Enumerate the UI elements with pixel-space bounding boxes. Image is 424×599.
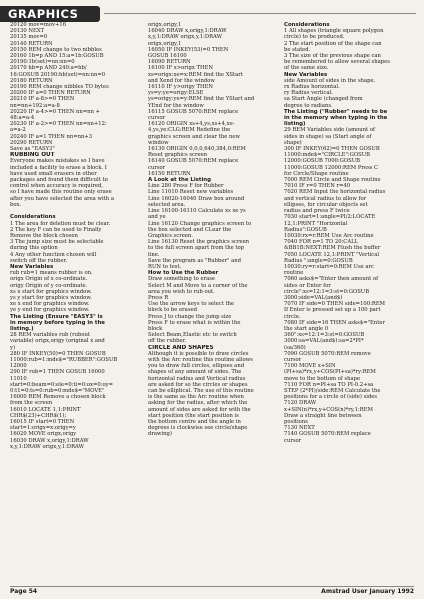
text-line: start=0:beam=0:ele=0:ti=0:ox=0:oy= bbox=[10, 381, 113, 388]
text-line: 16100 IF x>origx THEN bbox=[148, 65, 213, 72]
text-line: 16010 LOCATE 1,1:PRINT bbox=[10, 406, 81, 413]
text-line: Select M and Move to a corner of the bbox=[148, 282, 248, 289]
column-right bbox=[284, 22, 414, 584]
text-line: Graphics screen. bbox=[148, 232, 193, 239]
text-line: 28 REM variables rub (rubout bbox=[10, 332, 90, 339]
text-line: you to draw full circles, ellipses and bbox=[148, 363, 245, 370]
text-line: 7130 NEXT bbox=[284, 425, 315, 432]
text-line: 20190:1b(set)=nn:nn=0 bbox=[10, 59, 75, 66]
text-line: Press R bbox=[148, 294, 169, 301]
text-line: origx,origy,1 bbox=[148, 22, 182, 28]
text-line: 20150 REM change to two nibbles bbox=[10, 46, 102, 53]
text-line: sides in shape) sa (Start angle of bbox=[284, 133, 372, 140]
subheading: RUBBING OUT bbox=[10, 152, 55, 159]
text-line: xs x start for graphics window. bbox=[10, 288, 92, 295]
text-line: Select Beam,Elastic etc to switch bbox=[148, 332, 237, 339]
magazine-issue: Amstrad User January 1992 bbox=[321, 588, 414, 595]
text-line: be stated. bbox=[284, 46, 311, 53]
text-line: 20140 RETURN bbox=[10, 40, 53, 47]
text-line: 7040 FOR n=1 TO 20:CALL bbox=[284, 239, 359, 246]
text-line: circle":xs=12:1=3:st=0:GOSUB bbox=[284, 288, 370, 295]
column-middle bbox=[148, 22, 276, 584]
text-line: block bbox=[148, 325, 163, 332]
text-line: 10030:ry=r:start=0:REM Use arc bbox=[284, 263, 374, 270]
text-line: positions bbox=[284, 419, 308, 425]
text-line: Use the arrow keys to select the bbox=[148, 301, 235, 308]
text-line: and vertical radius to allow for bbox=[284, 195, 367, 202]
subheading: in the memory when typing in the bbox=[284, 115, 388, 122]
text-line: included a facility to erase a block. I bbox=[10, 164, 107, 171]
text-line: 7010 IF r=0 THEN r=40 bbox=[284, 183, 351, 190]
text-line: ry Radius vertical. bbox=[284, 90, 333, 97]
text-line: side Amount of sides in the shape. bbox=[284, 77, 376, 84]
text-line: 20200 IF a=0 THEN RETURN bbox=[10, 90, 91, 97]
text-line: 360":xs=12:1=3:st=0:GOSUB bbox=[284, 332, 365, 339]
text-line: 16115 GOSUB 5070:REM replace bbox=[148, 108, 239, 115]
text-line: degrees is clockwise see circle/shape bbox=[148, 425, 248, 432]
text-line: ellipses, for circular objects set bbox=[284, 201, 368, 208]
text-line: circle) to be produced. bbox=[284, 34, 345, 41]
text-line: Radius":GOSUB bbox=[284, 226, 327, 233]
text-line: can be elliptical. The use of this routine bbox=[148, 387, 254, 394]
text-line: Press J to change the jump size bbox=[148, 313, 232, 320]
text-line: ys=origy:ye=y:REM find the YStart and bbox=[148, 96, 255, 103]
subheading: in memory before typing in the bbox=[10, 319, 105, 326]
text-line: 20190 REM change nibbles TO bytes bbox=[10, 84, 109, 91]
text-line: 16150 RETURN bbox=[148, 170, 191, 177]
text-line: start=1:origx=x:origy=y bbox=[10, 425, 76, 432]
text-line: shapes of any amount of sides. The bbox=[148, 369, 242, 376]
subheading: listing.) bbox=[10, 325, 34, 332]
text-line: drawing) bbox=[148, 431, 172, 438]
text-line: Line 16100-16110 Calculate xs xe ys bbox=[148, 208, 246, 215]
text-line: selected area. bbox=[148, 201, 186, 208]
text-line: 0:t1=0:ts=0:rub=0:mde$="MOVE" bbox=[10, 387, 105, 394]
text-line: cursor bbox=[284, 437, 302, 444]
text-line: 7100 MOVE x+SIN bbox=[284, 363, 336, 370]
text-line: 16040 DRAW x,origy,1:DRAW bbox=[148, 28, 227, 35]
text-line: control when accuracy is required, bbox=[10, 183, 103, 190]
subheading: The Listing ("Rubber" needs to be bbox=[284, 108, 388, 115]
text-line: rub rub=1 means rubber is on. bbox=[10, 270, 93, 277]
text-line: 12000:GOSUB 7000:GOSUB bbox=[284, 158, 361, 165]
text-line: YEnd for the window bbox=[148, 102, 204, 109]
text-line: 4,ys,ye:CLG:REM Redefine the bbox=[148, 127, 231, 134]
text-line: and ye bbox=[148, 214, 166, 221]
text-line: 2 The key F can be used to Finally bbox=[10, 226, 102, 233]
text-line: 11000:GOSUB 12000:REM Press C bbox=[284, 164, 379, 171]
footer-rule bbox=[10, 586, 414, 587]
text-line: 11000:rub=1:mde$="RUBBER":GOSUB bbox=[10, 356, 118, 363]
text-line: x+SIN(n)*rx,y+COS(n)*ry,1:REM bbox=[284, 406, 373, 413]
text-line: 280 IF INKEY(50)=0 THEN GOSUB bbox=[10, 350, 106, 357]
text-line: If Enter is pressed set up a 100 part bbox=[284, 307, 381, 314]
text-line: (sa/360) bbox=[284, 344, 306, 351]
text-line: for Circle/Shape routine bbox=[284, 170, 349, 177]
subheading: How to Use the Rubber bbox=[148, 270, 219, 277]
text-line: xs=origx:xe=x:REM find the XStart bbox=[148, 71, 243, 78]
text-line: 3000:side=VAL(and$) bbox=[284, 294, 343, 301]
subheading: New Variables bbox=[284, 71, 328, 78]
text-line: 10030:rx=r:REM Use Arc routine bbox=[284, 232, 374, 239]
text-line: move to the bottom of shape bbox=[284, 375, 361, 382]
text-line: Line 280 Press F for Rubber bbox=[148, 183, 224, 190]
text-line: area you wish to rub out. bbox=[148, 288, 215, 295]
text-line: 300 IF INKEY(62)=0 THEN GOSUB bbox=[284, 146, 380, 153]
text-line: 20130 NEXT bbox=[10, 28, 45, 35]
text-line: 3 The size of the previous shape can bbox=[284, 53, 381, 60]
text-line: the box selected and CLear the bbox=[148, 226, 232, 233]
text-line: degree to radians. bbox=[284, 102, 333, 109]
text-line: so I have made this routine only erase bbox=[10, 189, 112, 196]
subheading: Considerations bbox=[10, 214, 56, 221]
text-line: 7080 IF side=16 THEN asks$="Enter bbox=[284, 319, 385, 326]
text-line: with the Arc routine this routine allows bbox=[148, 356, 253, 363]
text-line: sa Start Angle (changed from bbox=[284, 96, 363, 103]
text-line: 4 Any other function chosen will bbox=[10, 251, 97, 258]
text-line: y) bbox=[10, 344, 16, 351]
text-line: shape) bbox=[284, 139, 302, 146]
text-line: CHR$(23)+CHR$(1); bbox=[10, 412, 67, 419]
text-line: Remove the block chosen bbox=[10, 232, 78, 239]
text-line: Line 16020-16040 Draw box around bbox=[148, 195, 245, 202]
text-line: ye y end for graphics window. bbox=[10, 307, 90, 314]
text-line: block to be erased bbox=[148, 307, 197, 314]
text-line: during this option bbox=[10, 245, 58, 252]
text-line: ys=y:ye=origy:ELSE bbox=[148, 90, 204, 97]
text-line: 7030 start=1:angle=PI/2:LOCATE bbox=[284, 214, 376, 221]
text-line: Radius ":angle=0:GOSUB bbox=[284, 257, 353, 264]
text-line: 16020 MOVE origx,origy bbox=[10, 431, 77, 438]
text-line: cursor bbox=[284, 356, 302, 363]
text-line: 20210 IF a-8>=0 THEN bbox=[10, 96, 75, 103]
text-line: 20160 1b=p AND 15:a=1b:GOSUB bbox=[10, 53, 104, 60]
text-line: origx Origin of x co-ordinate. bbox=[10, 276, 88, 283]
text-line: 3000:sa=VAL(and$):sa=2*PI* bbox=[284, 338, 364, 345]
text-line: Everyone makes mistakes so I have bbox=[10, 158, 105, 165]
text-line: 20240 IF a=1 THEN nn=nn+3 bbox=[10, 133, 93, 140]
text-line: radius and press F twice bbox=[284, 208, 350, 215]
subheading: listing) bbox=[284, 121, 306, 128]
text-line: 48:a=a-4 bbox=[10, 115, 35, 122]
text-line: the bottom centre and the angle in bbox=[148, 419, 241, 425]
subheading: CIRCLE AND SHAPES bbox=[148, 344, 214, 351]
text-line: 20135 mov=0 bbox=[10, 34, 48, 41]
text-line: 16015 IF start=0 THEN bbox=[10, 419, 75, 425]
text-line: a=a-2 bbox=[10, 127, 26, 134]
text-line: 7060 asks$="Enter then amount of bbox=[284, 276, 379, 283]
text-line: Save as "EASY3" bbox=[10, 146, 55, 153]
text-line: cursor bbox=[148, 115, 166, 122]
text-line: Reset graphics screen bbox=[148, 152, 208, 159]
text-line: positions for a circle of (side) sides bbox=[284, 394, 378, 401]
text-line: 1 The area for deletion must be clear. bbox=[10, 220, 111, 227]
text-line: of the same size. bbox=[284, 65, 329, 72]
text-line: 16050 IF INKEY(53)=0 THEN bbox=[148, 46, 229, 53]
subheading: Considerations bbox=[284, 22, 330, 28]
text-line: 1 All shapes (triangle square polygon bbox=[284, 28, 384, 35]
text-line: (PI+sa)*rx,y+COS(PI+sa)*ry:REM bbox=[284, 369, 376, 376]
text-line: window bbox=[148, 139, 169, 146]
text-line: horizontal radius and Vertical radius bbox=[148, 375, 246, 382]
subheading: A Look at the Listing bbox=[148, 177, 212, 184]
text-line: 16000 REM Remove a chosen block bbox=[10, 394, 106, 401]
text-line: 20120 mov=mov+16 bbox=[10, 22, 67, 28]
text-line: 7140 GOSUB 5070:REM replace bbox=[284, 431, 371, 438]
text-line: and Xend for the window bbox=[148, 77, 215, 84]
text-line: graphics screen and clear the new bbox=[148, 133, 240, 140]
text-line: 11010 bbox=[10, 375, 27, 382]
text-line: be remembered to allow several shapes bbox=[284, 59, 390, 66]
text-line: to the full screen apart from the top bbox=[148, 245, 245, 252]
text-line: 11000:mde$="CIRCLE":GOSUB bbox=[284, 152, 371, 159]
text-line: Draw something to erase bbox=[148, 276, 216, 283]
text-line: origx,origy,1 bbox=[148, 40, 182, 47]
text-line: nn=nn+192:a=a-8 bbox=[10, 102, 60, 109]
text-line: 7110 FOR n=PI+sa TO PI-0.2+sa bbox=[284, 381, 374, 388]
text-line: 7070 IF side=0 THEN side=100:REM bbox=[284, 301, 386, 308]
text-line: rx Radius horizontal. bbox=[284, 84, 340, 91]
text-line: 20170 hb=p AND 240:a=hb/ bbox=[10, 65, 87, 72]
text-line: xe x end for graphics window. bbox=[10, 301, 90, 308]
text-line: x,y,1:DRAW origx,y,1:DRAW bbox=[10, 443, 85, 450]
text-line: 7050 LOCATE 12,1:PRINT "Vertical bbox=[284, 251, 380, 258]
text-line: 20220 IF a-4>=0 THEN nn=nn + bbox=[10, 108, 100, 115]
text-line: x,y,1:DRAW origx,y,1:DRAW bbox=[148, 34, 223, 41]
text-line: RUN to test. bbox=[148, 263, 182, 270]
text-line: 20180 RETURN bbox=[10, 77, 53, 84]
text-line: circle. bbox=[284, 313, 301, 320]
text-line: are asked for so the circles or shapes bbox=[148, 381, 248, 388]
text-line: 16:GOSUB 20190:hb(set)=nn:nn=0 bbox=[10, 71, 106, 78]
text-line: 7090 GOSUB 5070:REM remove bbox=[284, 350, 371, 357]
text-line: 20290 RETURN bbox=[10, 139, 53, 146]
text-line: 2 The start position of the shape can bbox=[284, 40, 382, 47]
page-number: Page 54 bbox=[10, 588, 38, 595]
text-line: from the screen bbox=[10, 400, 53, 407]
text-line: amount of sides are asked for with the bbox=[148, 406, 251, 413]
text-line: the start angle 0 bbox=[284, 325, 329, 332]
text-line: start position (the start position is bbox=[148, 412, 239, 419]
text-line: Line 16130 Reset the graphics screen bbox=[148, 239, 250, 246]
text-line: have used small erasers in other bbox=[10, 170, 97, 177]
column-left bbox=[10, 22, 138, 584]
text-line: routine bbox=[284, 270, 304, 277]
text-line: 29 REM Variables side (amount of bbox=[284, 127, 375, 134]
text-line: &BB1B:NEXT:REM Flush the buffer bbox=[284, 245, 381, 252]
text-line: sides or Enter for bbox=[284, 282, 331, 289]
subheading: New Variables bbox=[10, 263, 54, 270]
text-line: 3 The jump size must be selectable bbox=[10, 239, 104, 246]
text-line: after you have selected the area with a bbox=[10, 195, 114, 202]
text-line: off the rubber. bbox=[148, 338, 187, 345]
text-line: Press F to erase what is within the bbox=[148, 319, 241, 326]
text-line: origy Origin of y co-ordinate. bbox=[10, 282, 88, 289]
text-line: 16110 IF y>origy THEN bbox=[148, 84, 213, 91]
text-line: GOSUB 16100 bbox=[148, 53, 187, 60]
text-line: is the same as the Arc routine when bbox=[148, 394, 244, 401]
text-line: line. bbox=[148, 251, 160, 258]
text-line: 16140 GOSUB 5070:REM replace bbox=[148, 158, 239, 165]
text-line: Line 16120 Change graphics screen to bbox=[148, 220, 252, 227]
text-line: 7120 DRAW bbox=[284, 400, 317, 407]
section-title: GRAPHICS bbox=[8, 7, 79, 21]
text-line: 16030 DRAW x,origy,1:DRAW bbox=[10, 437, 89, 444]
text-line: box. bbox=[10, 201, 22, 208]
text-line: ys y start for graphics window. bbox=[10, 294, 92, 301]
text-line: STEP (2*PI)/side:REM Calculate the bbox=[284, 387, 381, 394]
text-line: 12000 bbox=[10, 363, 27, 370]
text-line: cursor bbox=[148, 164, 166, 171]
text-line: 16120 ORIGIN xs+4,ys,xs+4,xe- bbox=[148, 121, 235, 128]
subheading: The Listing (Ensure "EASY3" is bbox=[10, 313, 103, 320]
section-header bbox=[0, 6, 100, 22]
header-rule bbox=[104, 13, 416, 14]
text-line: switch off the rubber. bbox=[10, 257, 68, 264]
text-line: packages and found them difficult to bbox=[10, 177, 108, 184]
text-line: 16130 ORIGIN 0,0,0,640,384,0:REM bbox=[148, 146, 246, 153]
text-line: 16090 RETURN bbox=[148, 59, 191, 66]
text-line: 7020 REM Input the horizontal radius bbox=[284, 189, 386, 196]
text-line: Draw a straight line between bbox=[284, 412, 362, 419]
text-line: Although it is possible to draw circles bbox=[148, 350, 249, 357]
text-line: 20230 IF a-2>=0 THEN nn=nn+12: bbox=[10, 121, 107, 128]
text-line: 12,1:PRINT "Horizontal bbox=[284, 220, 348, 227]
text-line: Line 11010 Reset new variables bbox=[148, 189, 234, 196]
text-line: variable) origx,origy (original x and bbox=[10, 338, 105, 345]
text-line: 290 IF rub=1 THEN GOSUB 16000 bbox=[10, 369, 105, 376]
text-line: Save the program as "Rubber" and bbox=[148, 257, 241, 264]
text-line: asking for the radius, after which the bbox=[148, 400, 248, 407]
text-line: 7000 REM Circle and Shape routine bbox=[284, 177, 381, 184]
